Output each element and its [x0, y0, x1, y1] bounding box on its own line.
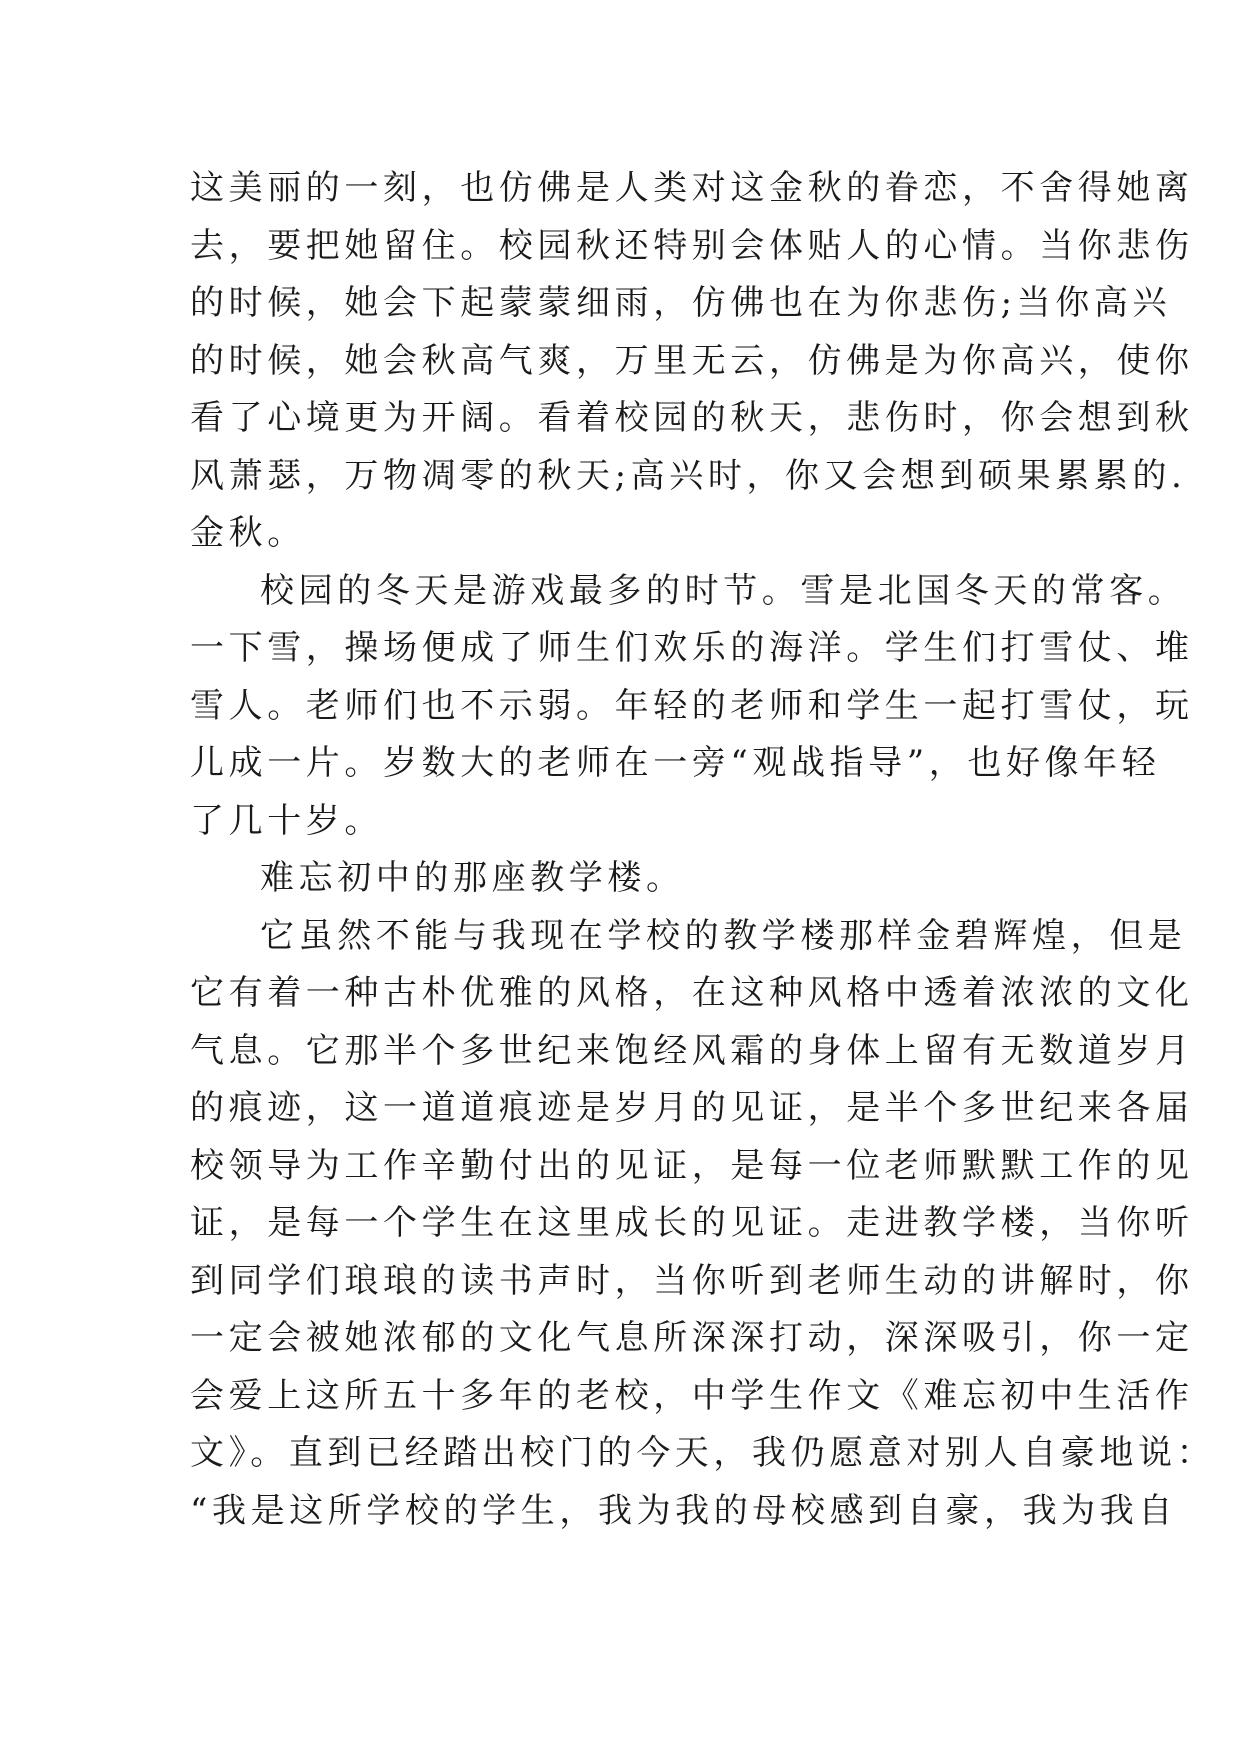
- text-line: 文》。直到已经踏出校门的今天，我仍愿意对别人自豪地说：: [190, 1433, 1216, 1473]
- text-line: 它虽然不能与我现在学校的教学楼那样金碧辉煌，但是: [260, 915, 1187, 956]
- text-line: 的时候，她会下起蒙蒙细雨，仿佛也在为你悲伤;当你高兴: [190, 283, 1172, 323]
- text-line: 证，是每一个学生在这里成长的见证。走进教学楼，当你听: [190, 1203, 1194, 1243]
- text-line: 校园的冬天是游戏最多的时节。雪是北国冬天的常客。: [260, 570, 1187, 611]
- text-line: 雪人。老师们也不示弱。年轻的老师和学生一起打雪仗，玩: [190, 685, 1194, 726]
- text-line: “我是这所学校的学生，我为我的母校感到自豪，我为我自: [190, 1490, 1177, 1531]
- text-line: 一定会被她浓郁的文化气息所深深打动，深深吸引，你一定: [190, 1318, 1194, 1358]
- document-body: [190, 160, 1216, 1540]
- text-line: 去，要把她留住。校园秋还特别会体贴人的心情。当你悲伤: [190, 225, 1194, 266]
- text-line: 这美丽的一刻，也仿佛是人类对这金秋的眷恋，不舍得她离: [190, 168, 1194, 208]
- paragraph-building: [190, 908, 1216, 1541]
- text-line: 一下雪，操场便成了师生们欢乐的海洋。学生们打雪仗、堆: [190, 628, 1194, 668]
- text-line: 了几十岁。: [190, 800, 383, 841]
- paragraph-winter: [190, 563, 1194, 851]
- text-line: 看了心境更为开阔。看着校园的秋天，悲伤时，你会想到秋: [190, 398, 1194, 438]
- paragraph-building-intro: [190, 850, 1090, 908]
- text-line: 儿成一片。岁数大的老师在一旁“观战指导”，也好像年轻: [190, 743, 1161, 783]
- text-line: 金秋。: [190, 513, 306, 553]
- text-line: 风萧瑟，万物凋零的秋天;高兴时，你又会想到硕果累累的.: [190, 455, 1187, 496]
- text-line: 会爱上这所五十多年的老校，中学生作文《难忘初中生活作: [190, 1375, 1194, 1416]
- text-line: 到同学们琅琅的读书声时，当你听到老师生动的讲解时，你: [190, 1260, 1194, 1301]
- text-line: 气息。它那半个多世纪来饱经风霜的身体上留有无数道岁月: [190, 1030, 1194, 1071]
- text-line: 它有着一种古朴优雅的风格，在这种风格中透着浓浓的文化: [190, 973, 1194, 1013]
- text-line: 难忘初中的那座教学楼。: [260, 858, 685, 898]
- text-line: 的痕迹，这一道道痕迹是岁月的见证，是半个多世纪来各届: [190, 1088, 1194, 1128]
- paragraph-autumn: [190, 160, 1194, 563]
- text-line: 的时候，她会秋高气爽，万里无云，仿佛是为你高兴，使你: [190, 340, 1194, 381]
- text-line: 校领导为工作辛勤付出的见证，是每一位老师默默工作的见: [190, 1145, 1194, 1186]
